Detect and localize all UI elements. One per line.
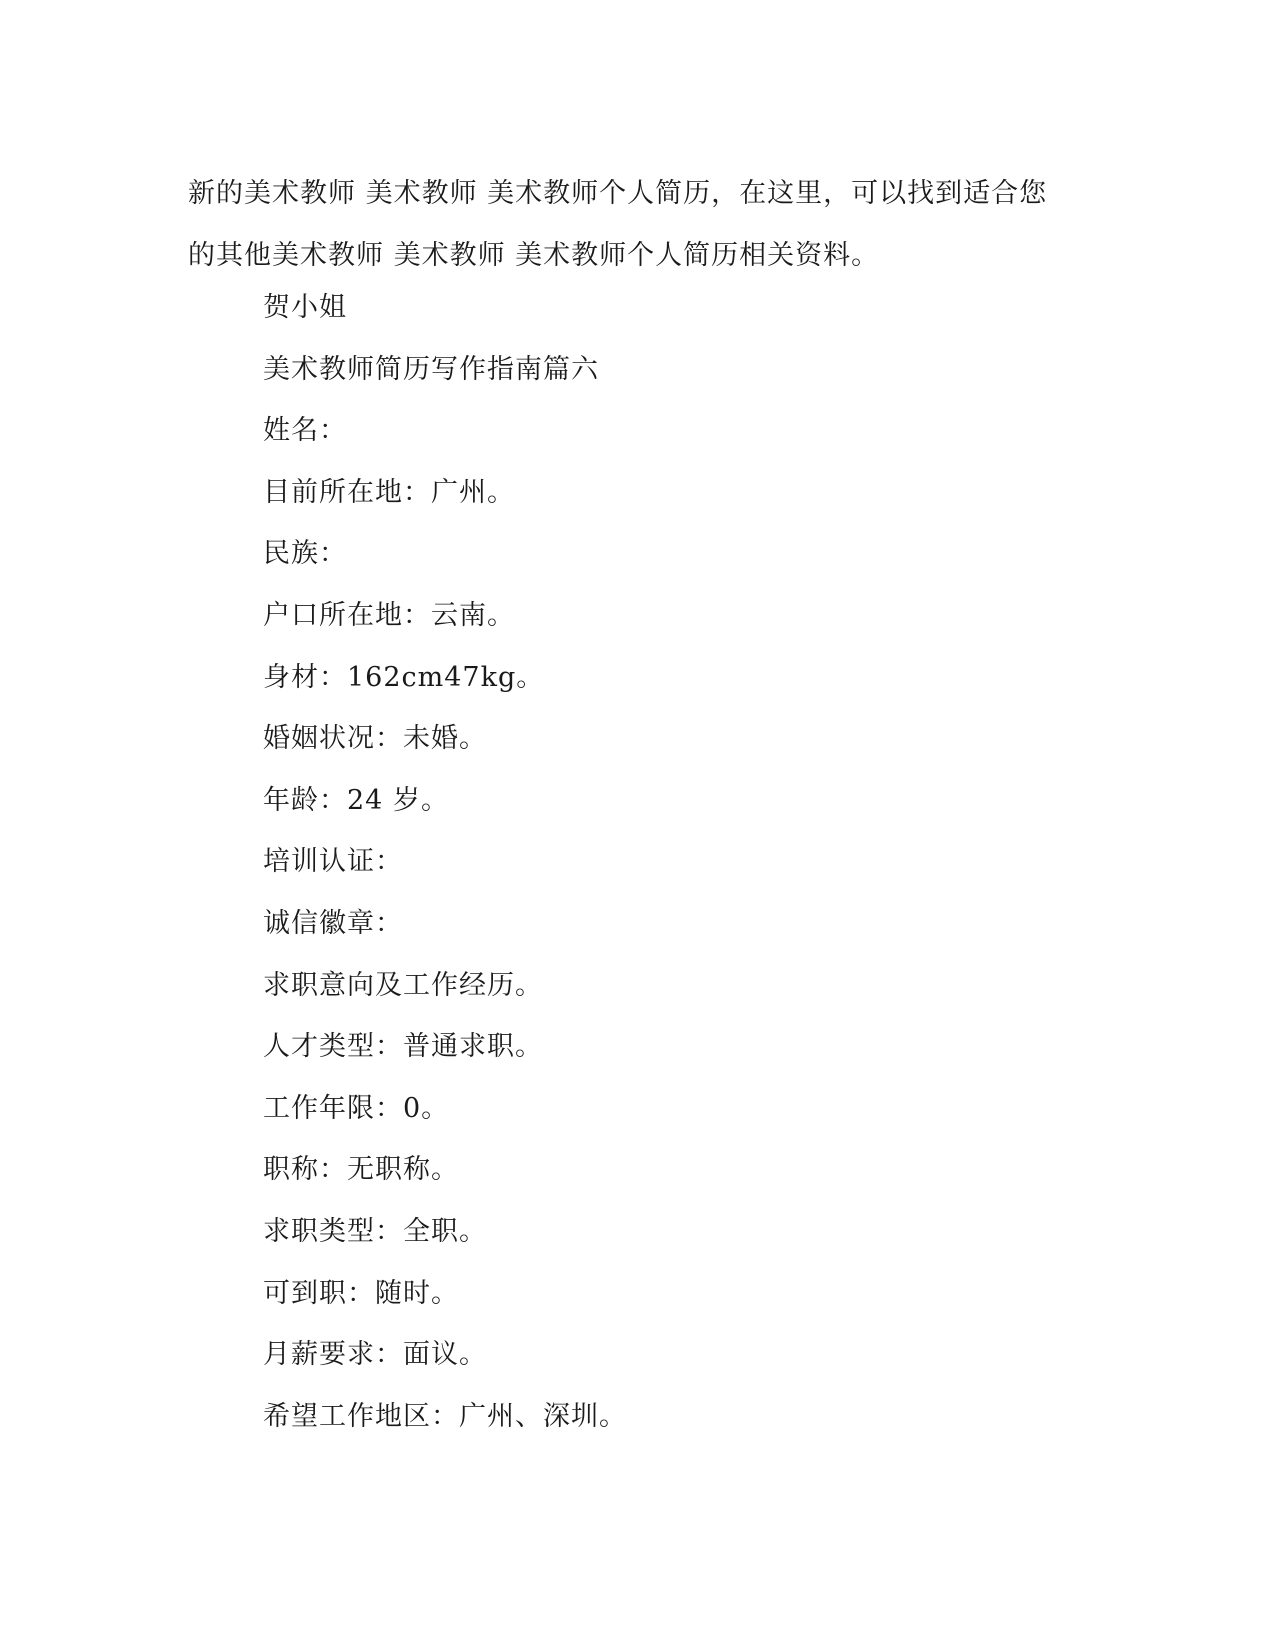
field-job-type: 求职类型：全职。 xyxy=(263,1215,487,1247)
field-household-registration: 户口所在地：云南。 xyxy=(263,599,515,631)
intro-line: 的其他美术教师 美术教师 美术教师个人简历相关资料。 xyxy=(188,240,880,271)
field-age: 年龄：24 岁。 xyxy=(263,784,449,816)
field-title: 职称：无职称。 xyxy=(263,1154,459,1186)
field-ethnicity: 民族： xyxy=(263,538,347,570)
intro-paragraph xyxy=(188,163,1088,287)
field-work-years: 工作年限：0。 xyxy=(263,1092,450,1124)
field-availability: 可到职：随时。 xyxy=(263,1277,459,1309)
section-job-intention: 求职意向及工作经历。 xyxy=(263,969,543,1001)
field-integrity-badge: 诚信徽章： xyxy=(263,907,403,939)
field-current-location: 目前所在地：广州。 xyxy=(263,476,515,508)
field-name: 姓名： xyxy=(263,415,347,447)
field-training-certification: 培训认证： xyxy=(263,846,403,878)
field-height-weight: 身材：162cm47kg。 xyxy=(263,661,545,693)
candidate-name: 贺小姐 xyxy=(263,292,347,323)
section-title: 美术教师简历写作指南篇六 xyxy=(263,353,599,385)
resume-lines xyxy=(263,288,1163,1458)
field-marital-status: 婚姻状况：未婚。 xyxy=(263,723,487,755)
field-desired-location: 希望工作地区：广州、深圳。 xyxy=(263,1400,627,1432)
field-talent-type: 人才类型：普通求职。 xyxy=(263,1031,543,1063)
field-salary-requirement: 月薪要求：面议。 xyxy=(263,1339,487,1371)
intro-line: 新的美术教师 美术教师 美术教师个人简历，在这里，可以找到适合您 xyxy=(188,178,1048,209)
